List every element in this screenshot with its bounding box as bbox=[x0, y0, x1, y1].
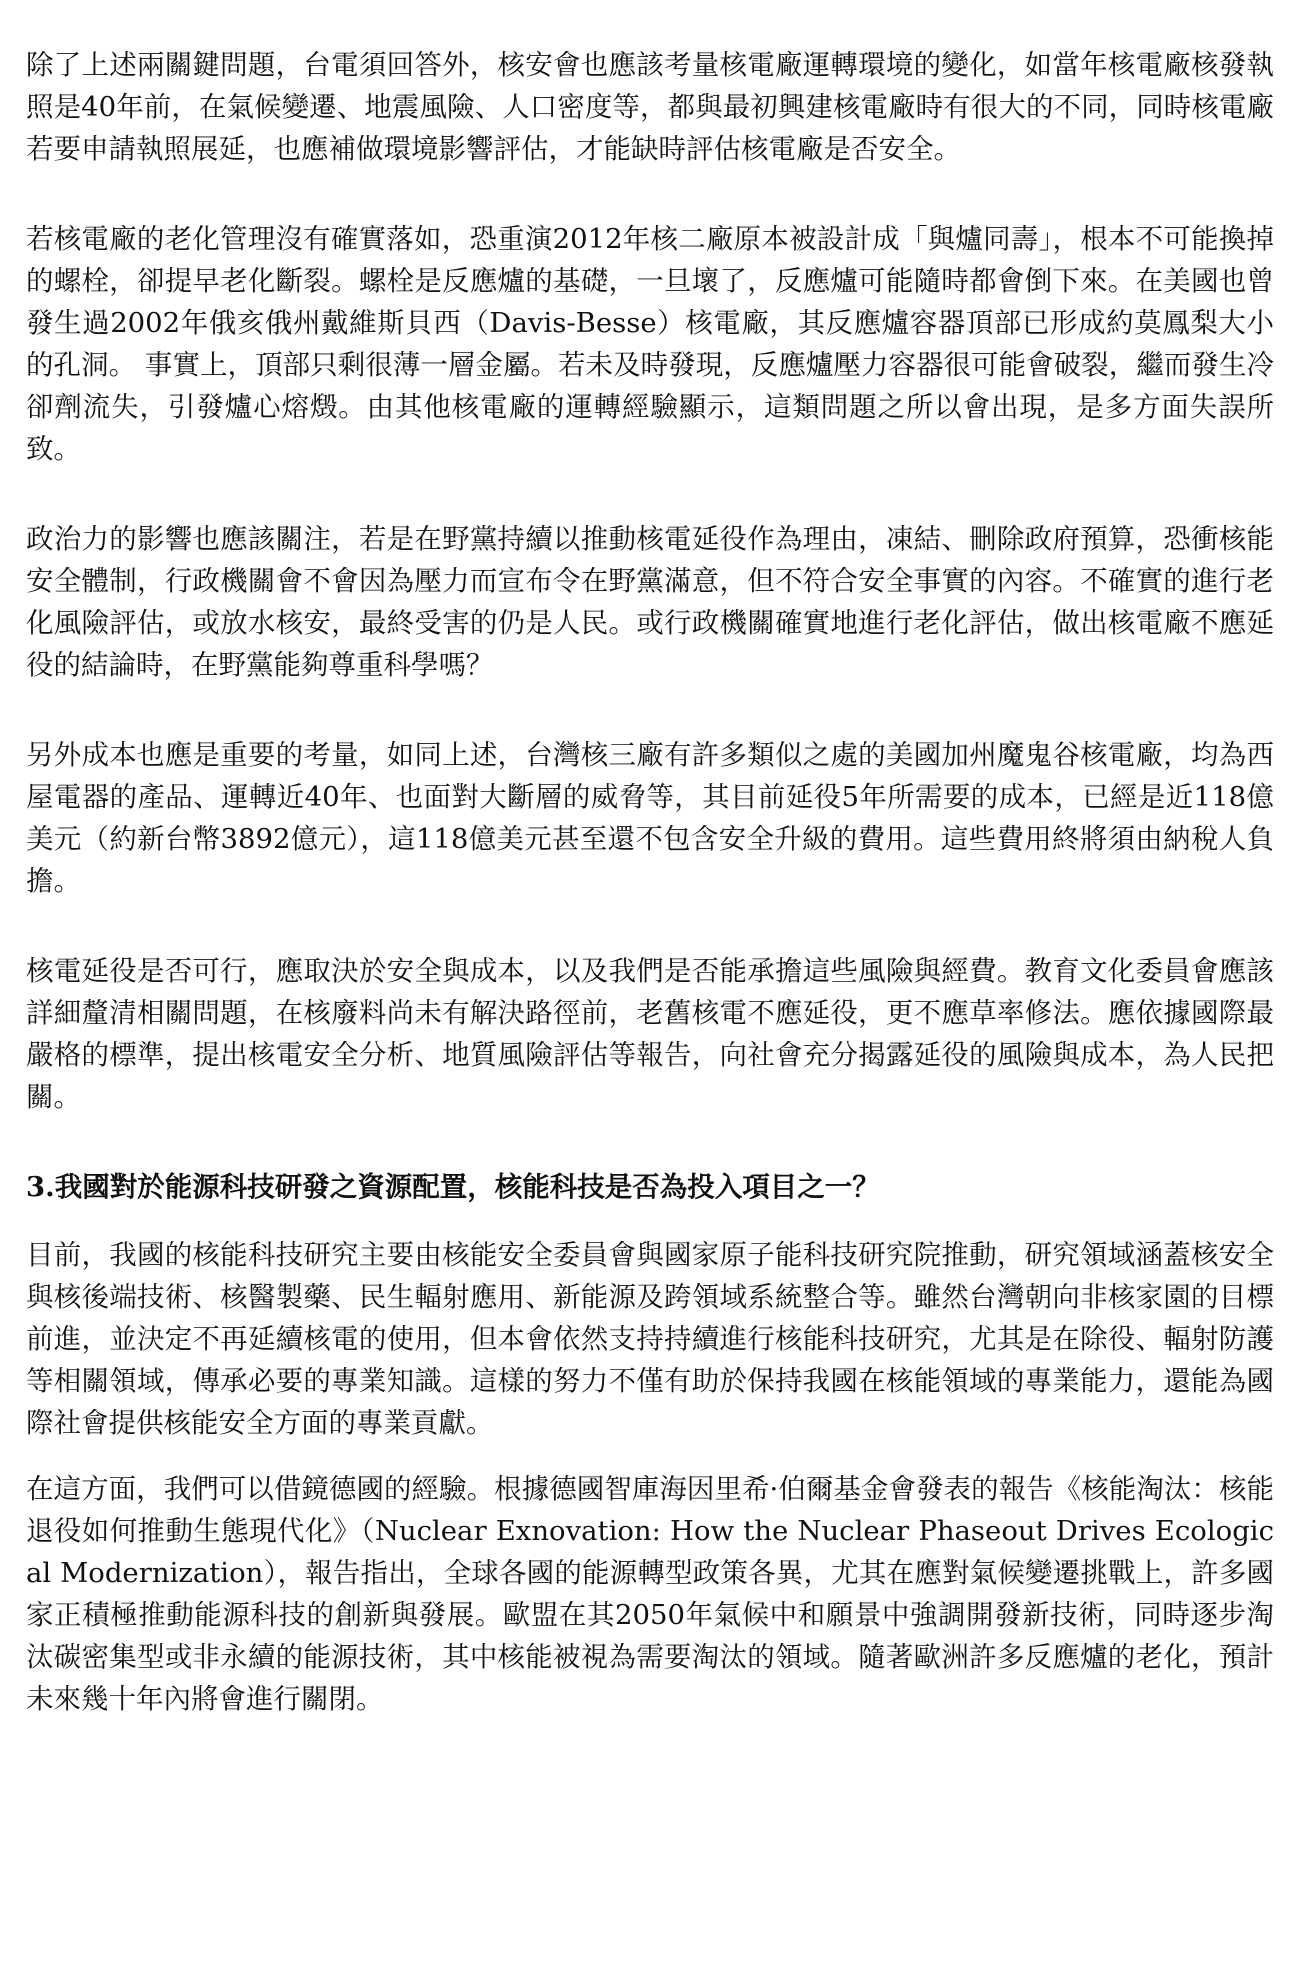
paragraph-germany-experience: 在這方面，我們可以借鏡德國的經驗。根據德國智庫海因里希·伯爾基金會發表的報告《核能淘汰：核能退役如何推動生態現代化》（Nuclear Exnovation: How the Nuclear Phaseout Drives Ecological Modernization），報告指出，全球各國的能源轉型政策各異，尤其在應對氣候變遷挑戰上，許多國家正積極推動能源科技的創新與發展。歐盟在其2050年氣候中和願景中強調開發新技術，同時逐步淘汰碳密集型或非永續的能源技術，其中核能被視為需要淘汰的領域。隨著歐洲許多反應爐的老化，預計未來幾十年內將會進行關閉。 bbox=[26, 1473, 1274, 1715]
paragraph-political-influence: 政治力的影響也應該關注，若是在野黨持續以推動核電延役作為理由，凍結、刪除政府預算，恐衝核能安全體制，行政機關會不會因為壓力而宣布令在野黨滿意，但不符合安全事實的內容。不確實的進行老化風險評估，或放水核安，最終受害的仍是人民。或行政機關確實地進行老化評估，做出核電廠不應延役的結論時，在野黨能夠尊重科學嗎？ bbox=[26, 523, 1274, 681]
section-heading: 3.我國對於能源科技研發之資源配置，核能科技是否為投入項目之一？ bbox=[26, 1171, 880, 1203]
paragraph-aging-environment: 除了上述兩關鍵問題，台電須回答外，核安會也應該考量核電廠運轉環境的變化，如當年核電廠核發執照是40年前，在氣候變遷、地震風險、人口密度等，都與最初興建核電廠時有很大的不同，同時核電廠若要申請執照展延，也應補做環境影響評估，才能缺時評估核電廠是否安全。 bbox=[26, 49, 1274, 165]
paragraph-cost: 另外成本也應是重要的考量，如同上述，台灣核三廠有許多類似之處的美國加州魔鬼谷核電廠，均為西屋電器的產品、運轉近40年、也面對大斷層的威脅等，其目前延役5年所需要的成本，已經是近118億美元（約新台幣3892億元），這118億美元甚至還不包含安全升級的費用。這些費用終將須由納稅人負擔。 bbox=[26, 739, 1274, 897]
paragraph-conclusion: 核電延役是否可行，應取決於安全與成本，以及我們是否能承擔這些風險與經費。教育文化委員會應該詳細釐清相關問題，在核廢料尚未有解決路徑前，老舊核電不應延役，更不應草率修法。應依據國際最嚴格的標準，提出核電安全分析、地質風險評估等報告，向社會充分揭露延役的風險與成本，為人民把關。 bbox=[26, 955, 1274, 1113]
paragraph-aging-management: 若核電廠的老化管理沒有確實落如，恐重演2012年核二廠原本被設計成「與爐同壽」，根本不可能換掉的螺栓，卻提早老化斷裂。螺栓是反應爐的基礎，一旦壞了，反應爐可能隨時都會倒下來。在美國也曾發生過2002年俄亥俄州戴維斯貝西（Davis-Besse）核電廠，其反應爐容器頂部已形成約莫鳳梨大小的孔洞。 事實上，頂部只剩很薄一層金屬。若未及時發現，反應爐壓力容器很可能會破裂，繼而發生冷卻劑流失，引發爐心熔燬。由其他核電廠的運轉經驗顯示，這類問題之所以會出現，是多方面失誤所致。 bbox=[26, 223, 1274, 465]
paragraph-nuclear-research: 目前，我國的核能科技研究主要由核能安全委員會與國家原子能科技研究院推動，研究領域涵蓋核安全與核後端技術、核醫製藥、民生輻射應用、新能源及跨領域系統整合等。雖然台灣朝向非核家園的目標前進，並決定不再延續核電的使用，但本會依然支持持續進行核能科技研究，尤其是在除役、輻射防護等相關領域，傳承必要的專業知識。這樣的努力不僅有助於保持我國在核能領域的專業能力，還能為國際社會提供核能安全方面的專業貢獻。 bbox=[26, 1239, 1274, 1439]
